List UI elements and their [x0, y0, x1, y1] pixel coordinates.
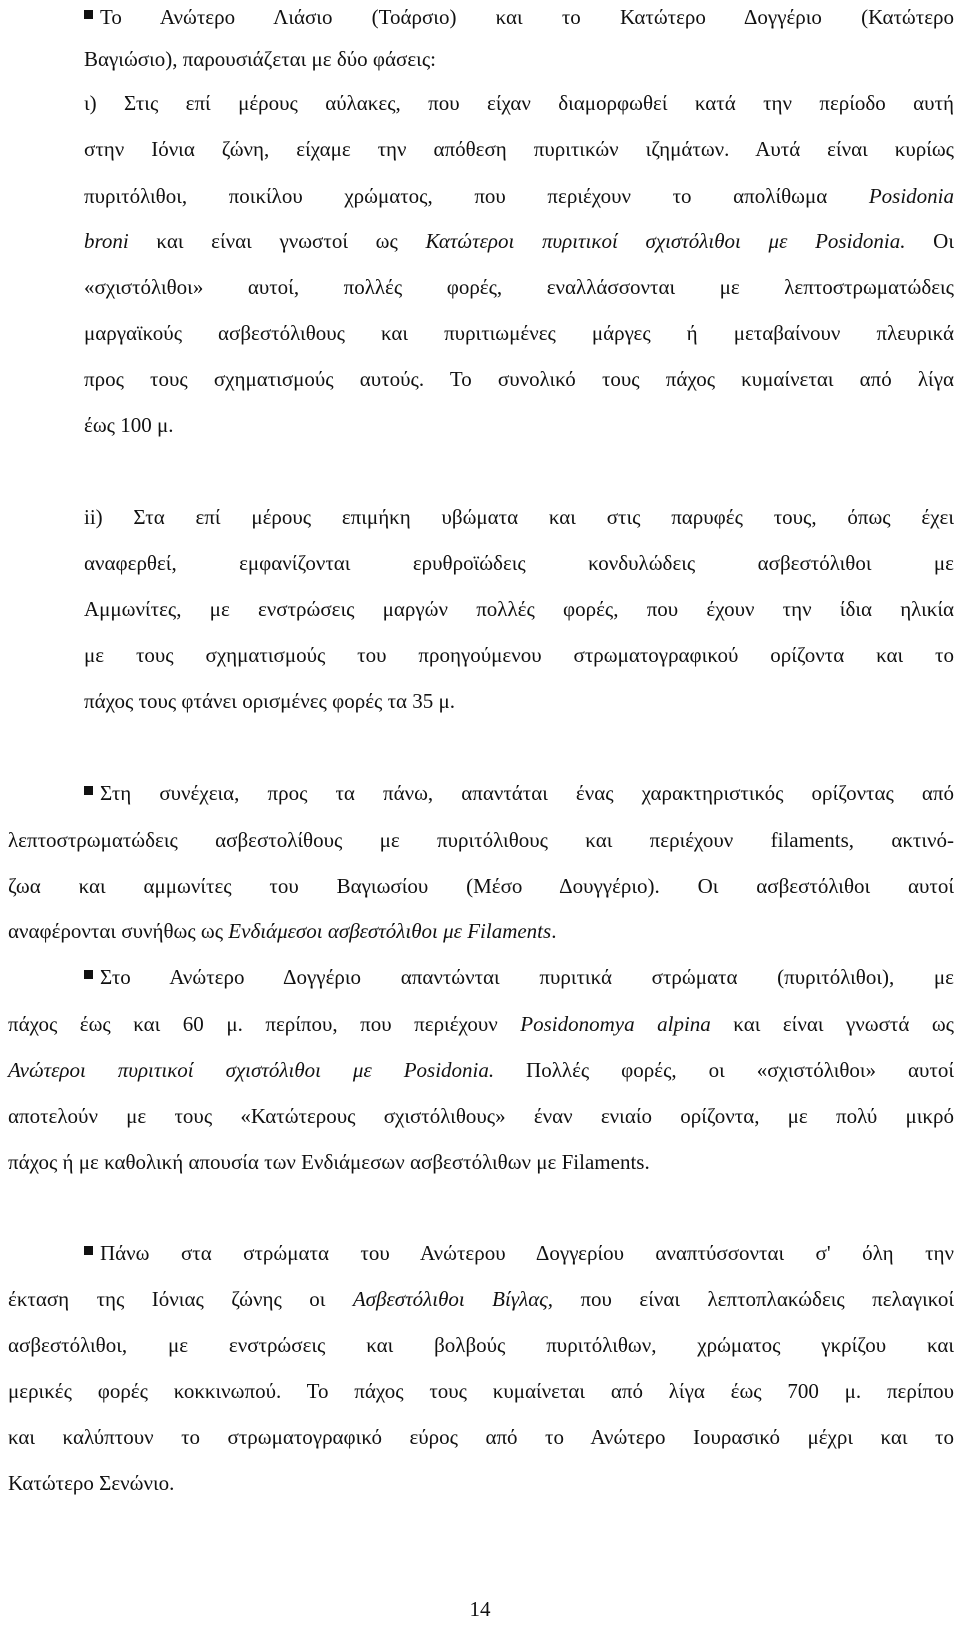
- paragraph-line: πάχος έως και 60 μ. περίπου, που περιέχουν Posidonomya alpina και είναι γνωστά ως: [8, 1012, 954, 1036]
- bullet-icon: [84, 970, 93, 979]
- paragraph-line: αποτελούν με τους «Κατώτερους σχιστόλιθους» έναν ενιαίο ορίζοντα, με πολύ μικρό: [8, 1104, 954, 1128]
- paragraph-line: πάχος τους φτάνει ορισμένες φορές τα 35 μ.: [84, 689, 456, 713]
- paragraph-line: Αμμωνίτες, με ενστρώσεις μαργών πολλές φορές, που έχουν την ίδια ηλικία: [84, 597, 954, 621]
- paragraph-line: «σχιστόλιθοι» αυτοί, πολλές φορές, εναλλάσσονται με λεπτοστρωματώδεις: [84, 275, 954, 299]
- paragraph-line: Στο Ανώτερο Δογγέριο απαντώνται πυριτικά στρώματα (πυριτόλιθοι), με: [84, 964, 954, 990]
- bullet-icon: [84, 786, 93, 795]
- paragraph-line: αναφέρονται συνήθως ως Ενδιάμεσοι ασβεστόλιθοι με Filaments.: [8, 919, 557, 943]
- paragraph-line: και καλύπτουν το στρωματογραφικό εύρος από το Ανώτερο Ιουρασικό μέχρι και το: [8, 1425, 954, 1449]
- paragraph-line: broni και είναι γνωστοί ως Κατώτεροι πυριτικοί σχιστόλιθοι με Posidonia. Οι: [84, 229, 954, 253]
- paragraph-line: ι) Στις επί μέρους αύλακες, που είχαν διαμορφωθεί κατά την περίοδο αυτή: [84, 91, 954, 115]
- paragraph-line: μαργαϊκούς ασβεστόλιθους και πυριτιωμένες μάργες ή μεταβαίνουν πλευρικά: [84, 321, 954, 345]
- paragraph-line: με τους σχηματισμούς του προηγούμενου στρωματογραφικού ορίζοντα και το: [84, 643, 954, 667]
- paragraph-line: αναφερθεί, εμφανίζονται ερυθροϊώδεις κονδυλώδεις ασβεστόλιθοι με: [84, 551, 954, 575]
- paragraph-line: ζωα και αμμωνίτες του Βαγιωσίου (Μέσο Δουγγέριο). Οι ασβεστόλιθοι αυτοί: [8, 874, 954, 898]
- paragraph-line: ασβεστόλιθοι, με ενστρώσεις και βολβούς πυριτόλιθων, χρώματος γκρίζου και: [8, 1333, 954, 1357]
- paragraph-line: έκταση της Ιόνιας ζώνης οι Ασβεστόλιθοι Βίγλας, που είναι λεπτοπλακώδεις πελαγικοί: [8, 1287, 954, 1311]
- bullet-icon: [84, 10, 93, 19]
- paragraph-line: Πάνω στα στρώματα του Ανώτερου Δογγερίου αναπτύσσονται σ' όλη την: [84, 1240, 954, 1266]
- paragraph-line: Ανώτεροι πυριτικοί σχιστόλιθοι με Posidonia. Πολλές φορές, οι «σχιστόλιθοι» αυτοί: [8, 1058, 954, 1082]
- paragraph-line: Κατώτερο Σενώνιο.: [8, 1471, 175, 1495]
- paragraph-line: Το Ανώτερο Λιάσιο (Τοάρσιο) και το Κατώτερο Δογγέριο (Κατώτερο: [84, 4, 954, 30]
- paragraph-line: λεπτοστρωματώδεις ασβεστολίθους με πυριτόλιθους και περιέχουν filaments, ακτινό-: [8, 828, 954, 852]
- paragraph-line: πυριτόλιθοι, ποικίλου χρώματος, που περιέχουν το απολίθωμα Posidonia: [84, 184, 954, 208]
- bullet-icon: [84, 1246, 93, 1255]
- paragraph-line: προς τους σχηματισμούς αυτούς. Το συνολικό τους πάχος κυμαίνεται από λίγα: [84, 367, 954, 391]
- paragraph-line: μερικές φορές κοκκινωπού. Το πάχος τους κυμαίνεται από λίγα έως 700 μ. περίπου: [8, 1379, 954, 1403]
- paragraph-line: στην Ιόνια ζώνη, είχαμε την απόθεση πυριτικών ιζημάτων. Αυτά είναι κυρίως: [84, 137, 954, 161]
- paragraph-line: έως 100 μ.: [84, 413, 174, 437]
- paragraph-line: ii) Στα επί μέρους επιμήκη υβώματα και στις παρυφές τους, όπως έχει: [84, 505, 954, 529]
- paragraph-line: Στη συνέχεια, προς τα πάνω, απαντάται ένας χαρακτηριστικός ορίζοντας από: [84, 780, 954, 806]
- paragraph-line: πάχος ή με καθολική απουσία των Ενδιάμεσων ασβεστόλιθων με Filaments.: [8, 1150, 650, 1174]
- paragraph-line: Βαγιώσιο), παρουσιάζεται με δύο φάσεις:: [84, 47, 436, 71]
- page-number: 14: [469, 1597, 491, 1621]
